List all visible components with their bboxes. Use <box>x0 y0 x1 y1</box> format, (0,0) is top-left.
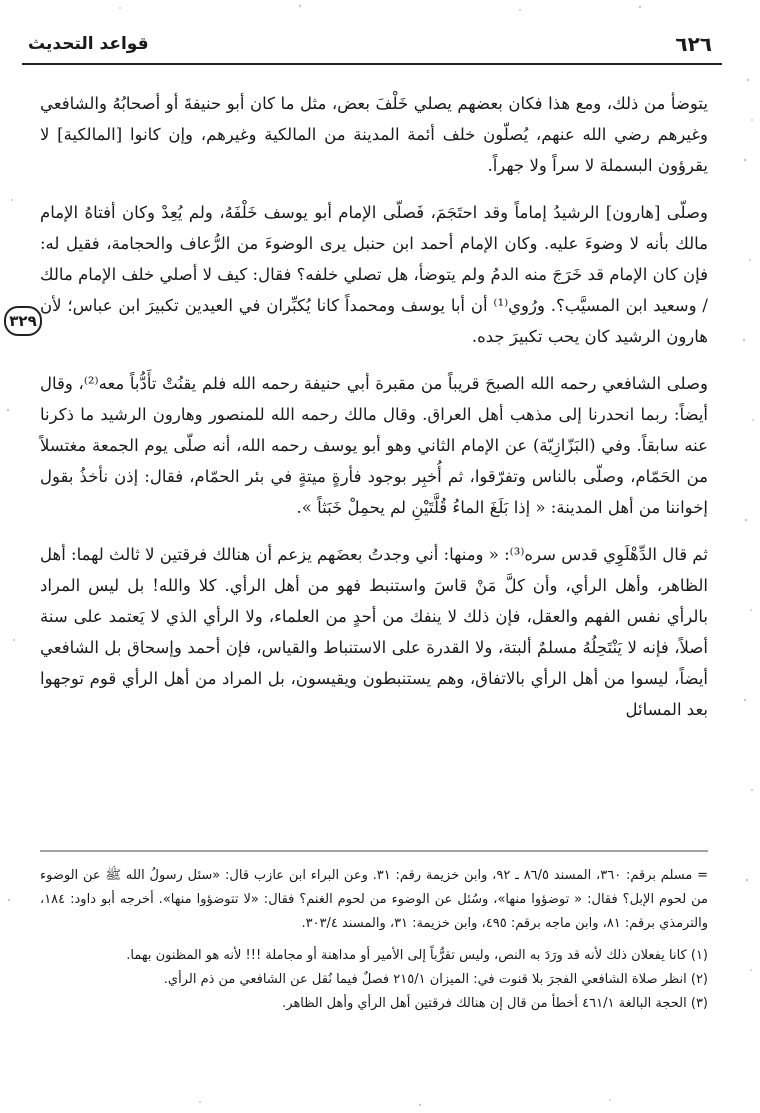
margin-marker: ٣٢٩ <box>4 306 42 336</box>
running-title: قواعد التحديث <box>28 34 149 54</box>
paragraph-2: وصلّى [هارون] الرشيدُ إماماً وقد احتَجَمَ، فَصلّى الإمام أبو يوسف خَلْفَهُ، ولم يُعِدْ وكان أفتاهُ الإمام مالك بأنه لا وضوءَ عليه. وكان الإمام أحمد ابن حنبل يرى الوضوءَ من الرُّعاف والحجامة، فقيل له: فإن كان الإمام قد خَرَجَ منه الدمُ ولم يتوضأ، هل تصلي خلفه؟ فقال: كيف لا أصلي خلف الإمام مالك / وسعيد ابن المسيَّب؟. ورُوي⁽¹⁾ أن أبا يوسف ومحمداً كانا يُكبِّران في العيدين تكبيرَ ابن عباس؛ لأن هارون الرشيد كان يحب تكبيرَ جده. <box>40 203 708 346</box>
page-header <box>22 30 722 64</box>
header-rule <box>22 63 722 65</box>
main-text <box>40 88 708 741</box>
footnote-1: (١) كانا يفعلان ذلك لأنه قد ورَدَ به النص، وليس تقرُّباً إلى الأمير أو مداهنة أو مجاملة !!! لأنه هو المظنون بهما. <box>126 948 708 963</box>
footnote-separator <box>40 850 708 852</box>
paragraph-1: يتوضأ من ذلك، ومع هذا فكان بعضهم يصلي خَلْفَ بعض، مثل ما كان أبو حنيفةَ أو أصحابُهُ والشافعي وغيرهم رضي الله عنهم، يُصلّون خلف أئمة المدينة من المالكية وغيرهم، وإن كانوا [المالكية] لا يقرؤون البسملة لا سراً ولا جهراً. <box>40 94 708 175</box>
footnotes <box>40 864 708 1016</box>
paragraph-3: وصلى الشافعي رحمه الله الصبحَ قريباً من مقبرة أبي حنيفة رحمه الله فلم يقنُتْ تأَدُّباً معه⁽²⁾، وقال أيضاً: ربما انحدرنا إلى مذهب أهل العراق. وقال مالك رحمه الله للمنصور وهارون الرشيد ما ذكرنا عنه سابقاً. وفي (البَزّازِيّة) عن الإمام الثاني وهو أبو يوسف رحمه الله، أنه صلّى يوم الجمعة مغتسلاً من الحَمّام، وصلّى بالناس وتفرّقوا، ثم أُخبِر بوجود فأرةٍ ميتةٍ في بئر الحمّام، فقال: إذن نأخذُ بقول إخواننا من أهل المدينة: « إذا بَلَغَ الماءُ قُلَّتَيْنِ لم يحمِلْ خَبَثاً ». <box>40 374 708 517</box>
page-number: ٦٢٦ <box>675 32 712 56</box>
footnote-continuation: = مسلم برقم: ٣٦٠، المسند ٨٦/٥ ـ ٩٢، وابن خزيمة رقم: ٣١. وعن البراء ابن عازب قال: «سئل رسولُ الله ﷺ عن الوضوء من لحوم الإبل؟ فقال: « توضؤوا منها»، وسُئل عن الوضوء من لحوم الغنم؟ فقال: «لا تتوضؤوا منها». أخرجه أبو داود: ١٨٤، والترمذي برقم: ٨١، وابن ماجه برقم: ٤٩٥، وابن خزيمة: ٣١، والمسند ٣٠٣/٤. <box>40 868 708 931</box>
footnote-3: (٣) الحجة البالغة ٤٦١/١ أخطأ من قال إن هنالك فرقتين أهل الرأي وأهل الظاهر. <box>282 996 708 1011</box>
paragraph-4: ثم قال الدِّهْلَوِي قدس سره⁽³⁾: « ومنها: أني وجدتُ بعضَهم يزعم أن هنالك فرقتين لا ثالث لهما: أهل الظاهر، وأهل الرأي، وأن كلَّ مَنْ قاسَ واستنبط فهو من أهل الرأي. كلا والله! بل ليس المراد بالرأي نفس الفهم والعقل، فإن ذلك لا ينفك من أحدٍ من العلماء، ولا الرأي الذي لا يَعتمد على سنة أصلاً، فإنه لا يَنْتَحِلُهُ مسلمٌ ألبتة، ولا القدرة على الاستنباط والقياس، فإن أحمد وإسحاق بل الشافعي أيضاً، ليسوا من أهل الرأي بالاتفاق، وهم يستنبطون ويقيسون، بل المراد من أهل الرأي قوم توجهوا بعد المسائل <box>40 545 708 719</box>
footnote-2: (٢) انظر صلاة الشافعي الفجرَ بلا قنوت في: الميزان ٢١٥/١ فصلٌ فيما نُقل عن الشافعي من ذم الرأي. <box>163 972 708 987</box>
